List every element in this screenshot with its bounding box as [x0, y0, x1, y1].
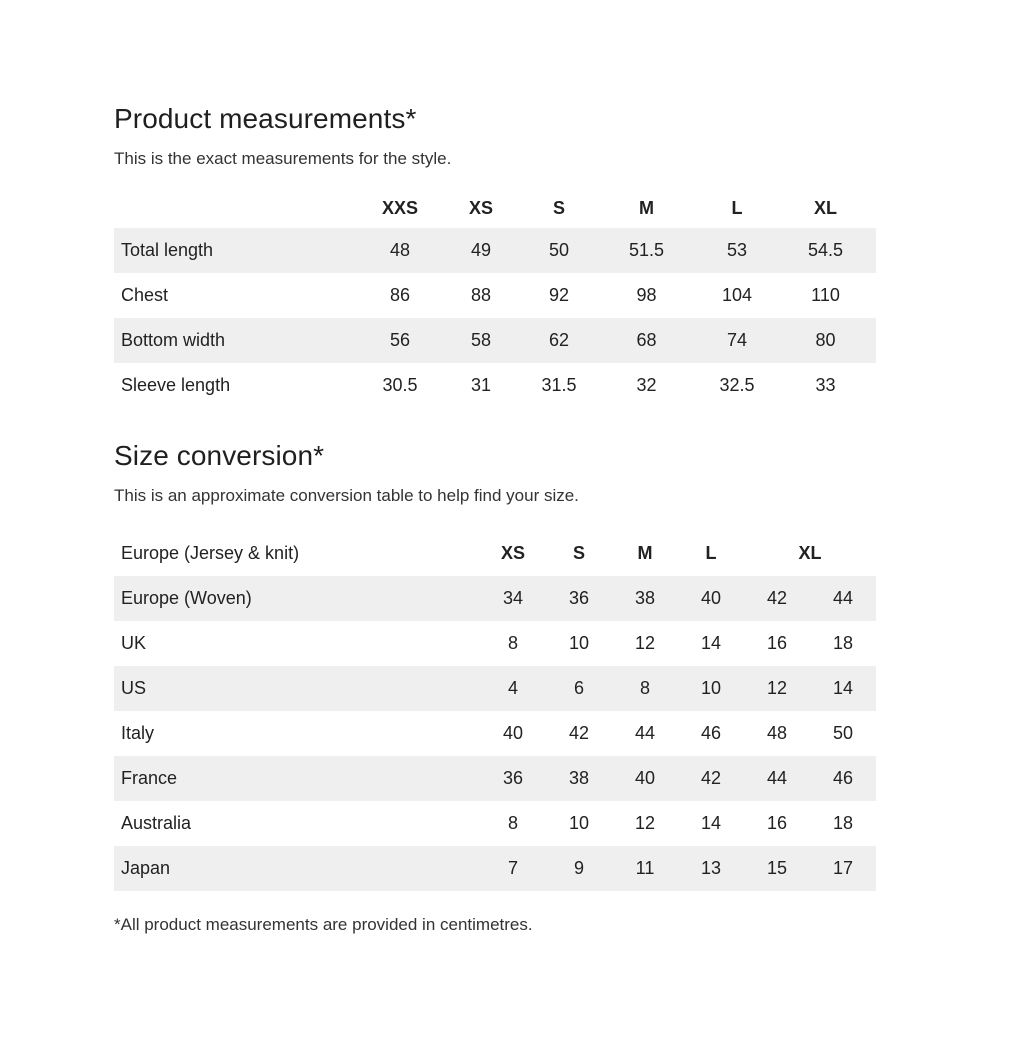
table-row — [114, 363, 876, 408]
table-cell: 62 — [524, 318, 594, 363]
table-cell: 42 — [744, 576, 810, 621]
table-cell: 31 — [470, 375, 492, 395]
size-header-xl: XL — [813, 197, 837, 218]
table-cell: 80 — [775, 318, 876, 363]
table-cell: 17 — [810, 846, 876, 891]
size-header-l: L — [705, 543, 717, 563]
measurements-header-row — [114, 188, 876, 228]
table-cell: 30.5 — [382, 375, 418, 395]
table-cell: 8 — [612, 666, 678, 711]
table-cell: 8 — [507, 633, 518, 653]
table-row — [114, 228, 876, 273]
table-cell: 16 — [766, 633, 788, 653]
table-cell: 9 — [546, 846, 612, 891]
row-label: Total length — [114, 228, 362, 273]
measurements-title: Product measurements* — [114, 103, 417, 134]
table-cell: 92 — [548, 285, 570, 305]
table-cell: 54.5 — [775, 228, 876, 273]
table-cell: 56 — [362, 318, 438, 363]
conversion-title: Size conversion* — [114, 440, 325, 471]
size-header-s: S — [552, 197, 565, 218]
table-cell: 68 — [594, 318, 699, 363]
table-cell: 38 — [546, 756, 612, 801]
row-label: France — [114, 756, 480, 801]
footnote: *All product measurements are provided in centimetres. — [114, 915, 533, 934]
conversion-table — [114, 531, 876, 891]
table-cell: 46 — [810, 756, 876, 801]
table-cell: 14 — [700, 633, 722, 653]
table-cell: 11 — [612, 846, 678, 891]
table-cell: 42 — [568, 723, 590, 743]
table-cell: 34 — [480, 576, 546, 621]
table-cell: 16 — [766, 813, 788, 833]
table-cell: 32 — [636, 375, 657, 395]
table-cell: 44 — [744, 756, 810, 801]
row-label: Japan — [114, 846, 480, 891]
table-cell: 7 — [480, 846, 546, 891]
table-cell: 88 — [470, 285, 492, 305]
conversion-header-label: Europe (Jersey & knit) — [121, 543, 300, 563]
measurements-subtitle: This is the exact measurements for the style. — [114, 149, 452, 168]
size-header-l: L — [731, 197, 743, 218]
table-cell: 31.5 — [541, 375, 577, 395]
table-cell: 36 — [480, 756, 546, 801]
table-cell: 12 — [634, 633, 656, 653]
table-cell: 74 — [699, 318, 775, 363]
row-label: Italy — [121, 723, 155, 743]
size-header-xl: XL — [798, 543, 822, 563]
table-cell: 12 — [634, 813, 656, 833]
table-cell: 15 — [744, 846, 810, 891]
table-row — [114, 666, 876, 711]
table-cell: 40 — [612, 756, 678, 801]
table-cell: 36 — [546, 576, 612, 621]
table-row — [114, 756, 876, 801]
size-header-s: S — [572, 543, 585, 563]
table-row — [114, 576, 876, 621]
table-cell: 10 — [678, 666, 744, 711]
table-cell: 48 — [362, 228, 438, 273]
table-row — [114, 711, 876, 756]
row-label: US — [114, 666, 480, 711]
measurements-table — [114, 188, 876, 408]
table-row — [114, 273, 876, 318]
table-cell: 42 — [678, 756, 744, 801]
table-cell: 14 — [810, 666, 876, 711]
table-cell: 38 — [612, 576, 678, 621]
table-cell: 18 — [832, 633, 854, 653]
table-cell: 48 — [766, 723, 788, 743]
size-header-m: M — [637, 543, 653, 563]
row-label: Chest — [121, 285, 169, 305]
table-cell: 44 — [810, 576, 876, 621]
table-cell: 33 — [815, 375, 836, 395]
table-cell: 4 — [480, 666, 546, 711]
table-cell: 98 — [636, 285, 657, 305]
row-label: Sleeve length — [121, 375, 231, 395]
table-row — [114, 846, 876, 891]
table-cell: 18 — [832, 813, 854, 833]
table-cell: 12 — [744, 666, 810, 711]
row-label: Europe (Woven) — [114, 576, 480, 621]
table-cell: 6 — [546, 666, 612, 711]
row-label: Australia — [121, 813, 192, 833]
table-cell: 86 — [389, 285, 411, 305]
table-row — [114, 318, 876, 363]
table-cell: 44 — [634, 723, 656, 743]
table-cell: 53 — [699, 228, 775, 273]
measurements-header-empty — [114, 188, 362, 228]
table-cell: 50 — [832, 723, 854, 743]
table-cell: 46 — [700, 723, 722, 743]
table-cell: 32.5 — [719, 375, 755, 395]
table-cell: 14 — [700, 813, 722, 833]
size-header-xs: XS — [468, 197, 493, 218]
table-cell: 10 — [568, 813, 590, 833]
table-cell: 50 — [524, 228, 594, 273]
table-cell: 8 — [507, 813, 518, 833]
table-cell: 51.5 — [594, 228, 699, 273]
table-row — [114, 621, 876, 666]
table-cell: 10 — [568, 633, 590, 653]
table-cell: 40 — [502, 723, 524, 743]
table-cell: 13 — [678, 846, 744, 891]
row-label: Bottom width — [114, 318, 362, 363]
table-cell: 110 — [811, 285, 840, 305]
table-cell: 40 — [678, 576, 744, 621]
table-row — [114, 801, 876, 846]
table-cell: 104 — [721, 285, 753, 305]
size-header-xxs: XXS — [381, 197, 419, 218]
table-cell: 58 — [438, 318, 524, 363]
conversion-subtitle: This is an approximate conversion table to help find your size. — [114, 486, 579, 505]
table-cell: 49 — [438, 228, 524, 273]
size-header-xs: XS — [500, 543, 525, 563]
row-label: UK — [121, 633, 147, 653]
size-header-m: M — [639, 197, 654, 218]
conversion-header-row — [114, 531, 876, 576]
